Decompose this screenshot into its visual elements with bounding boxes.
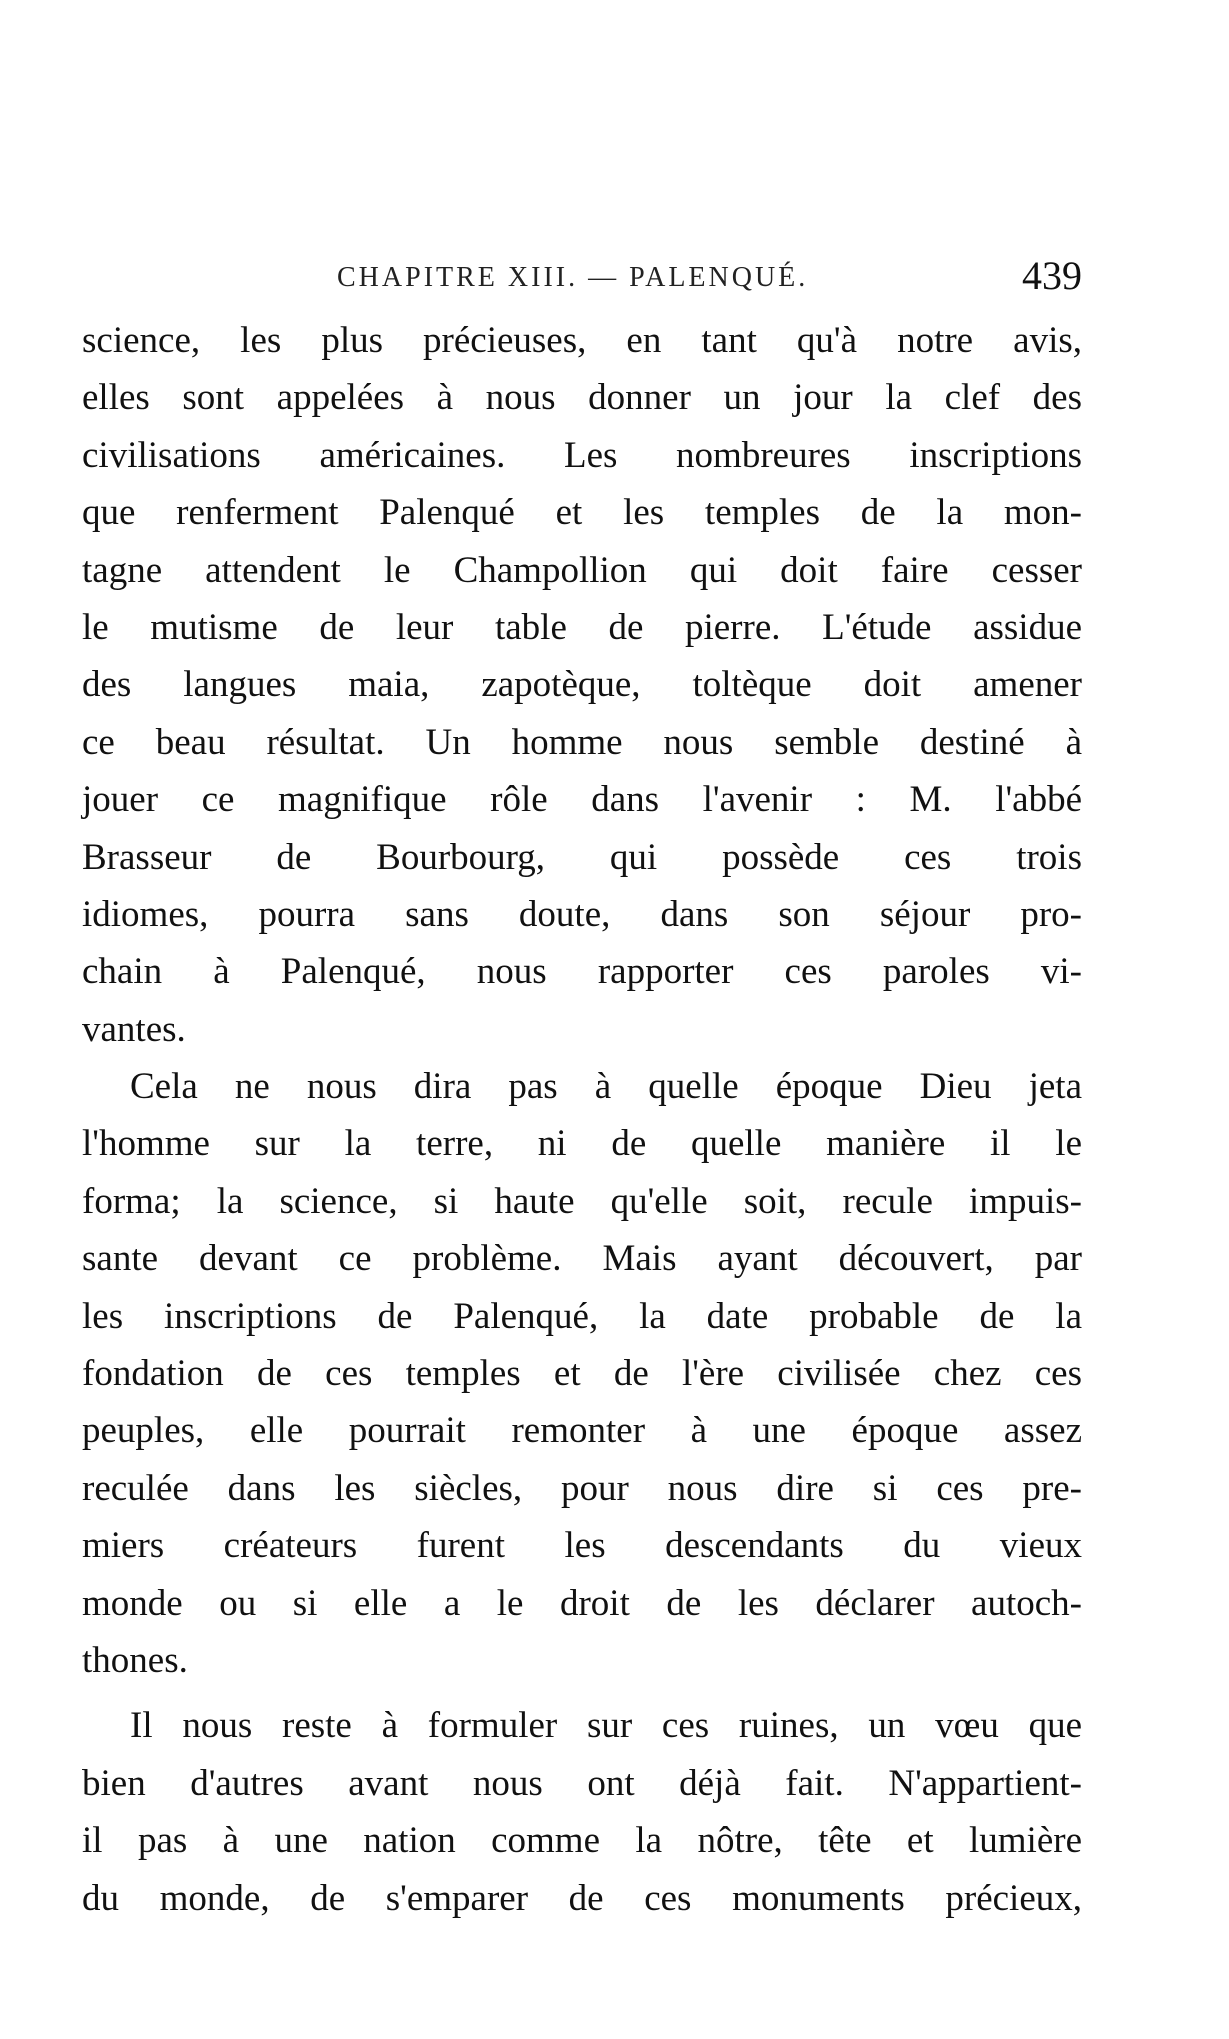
text-line: chain à Palenqué, nous rapporter ces paroles vi- [82, 951, 1082, 993]
paragraph [82, 1697, 1082, 1927]
text-line: sante devant ce problème. Mais ayant découvert, par [82, 1238, 1082, 1280]
text-line: forma; la science, si haute qu'elle soit, recule impuis- [82, 1180, 1082, 1222]
text-line: reculée dans les siècles, pour nous dire si ces pre- [82, 1467, 1082, 1509]
paragraph [82, 1058, 1082, 1689]
text-line: thones. [82, 1639, 188, 1681]
page-number: 439 [1022, 253, 1082, 298]
text-line: du monde, de s'emparer de ces monuments précieux, [82, 1877, 1082, 1919]
text-line: ce beau résultat. Un homme nous semble destiné à [82, 721, 1082, 763]
text-line: civilisations américaines. Les nombreures inscriptions [82, 434, 1082, 476]
text-line: le mutisme de leur table de pierre. L'étude assidue [82, 606, 1082, 648]
text-line: monde ou si elle a le droit de les déclarer autoch- [82, 1582, 1082, 1624]
text-line: Brasseur de Bourbourg, qui possède ces trois [82, 836, 1082, 878]
text-line: bien d'autres avant nous ont déjà fait. N'appartient- [82, 1762, 1082, 1804]
body-text [82, 312, 1082, 1927]
text-line: que renferment Palenqué et les temples de la mon- [82, 492, 1082, 534]
chapter-title: CHAPITRE XIII. — PALENQUÉ. [337, 262, 809, 293]
text-line: jouer ce magnifique rôle dans l'avenir : M. l'abbé [82, 779, 1082, 821]
text-line: Cela ne nous dira pas à quelle époque Dieu jeta [130, 1066, 1082, 1108]
text-line: peuples, elle pourrait remonter à une époque assez [82, 1410, 1082, 1452]
paragraph-gap [82, 1689, 1082, 1697]
text-line: fondation de ces temples et de l'ère civilisée chez ces [82, 1353, 1082, 1395]
text-line: l'homme sur la terre, ni de quelle manière il le [82, 1123, 1082, 1165]
text-line: vantes. [82, 1008, 186, 1050]
text-line: miers créateurs furent les descendants du vieux [82, 1525, 1082, 1567]
text-line: il pas à une nation comme la nôtre, tête et lumière [82, 1820, 1082, 1862]
paragraph [82, 312, 1082, 1058]
text-line: des langues maia, zapotèque, toltèque doit amener [82, 664, 1082, 706]
text-line: idiomes, pourra sans doute, dans son séjour pro- [82, 893, 1082, 935]
text-line: les inscriptions de Palenqué, la date probable de la [82, 1295, 1082, 1337]
text-line: elles sont appelées à nous donner un jour la clef des [82, 377, 1082, 419]
text-line: tagne attendent le Champollion qui doit faire cesser [82, 549, 1082, 591]
running-header [82, 250, 1082, 300]
text-line: Il nous reste à formuler sur ces ruines, un vœu que [130, 1705, 1082, 1747]
text-line: science, les plus précieuses, en tant qu'à notre avis, [82, 320, 1082, 361]
